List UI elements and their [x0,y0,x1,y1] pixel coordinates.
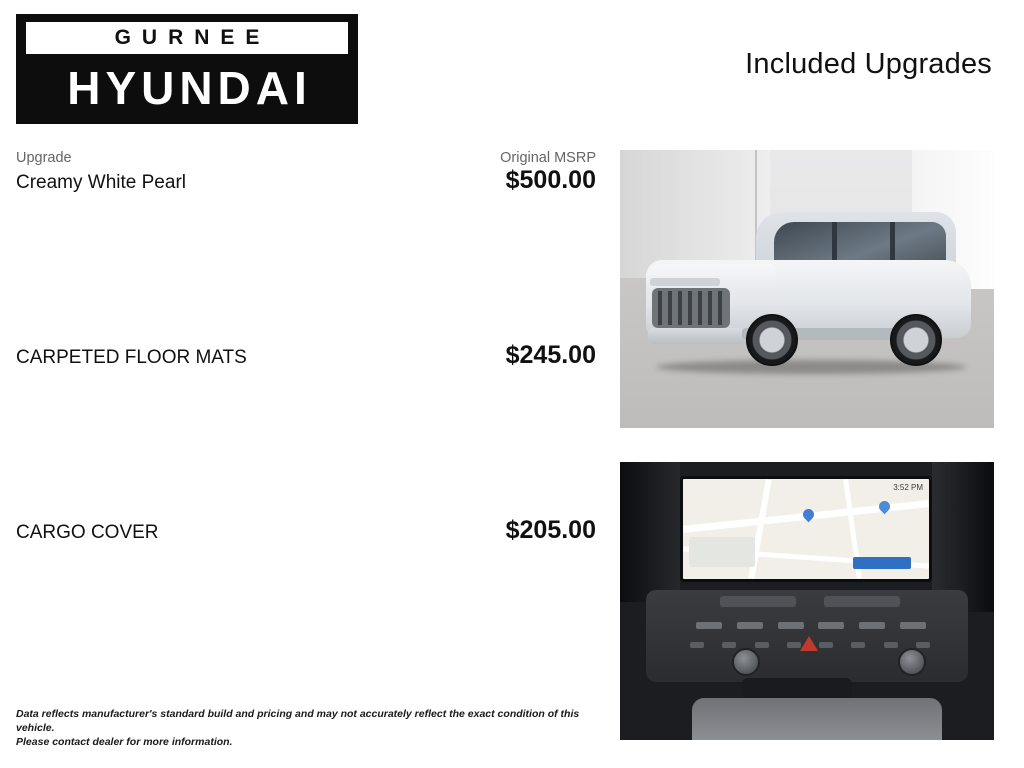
table-row [16,166,596,341]
navigation-display [680,476,932,582]
upgrade-price: $500.00 [505,166,596,194]
table-row [16,516,596,691]
suv-front-wheel [746,314,798,366]
upgrade-name: CARPETED FLOOR MATS [16,347,247,368]
dealer-logo [16,14,358,124]
suv-rear-wheel [890,314,942,366]
temperature-knob-left [732,648,760,676]
upgrade-name: CARGO COVER [16,522,159,543]
secondary-button-row [690,640,930,650]
table-row [16,341,596,516]
logo-bottom-bar [26,60,348,116]
climate-button-row [696,618,926,632]
disclaimer-line-2: Please contact dealer for more information. [16,736,233,749]
table-header-row [16,150,596,166]
vehicle-interior-photo [620,462,994,740]
shifter-panel [742,678,852,700]
logo-dealer-name: GURNEE [114,26,271,49]
seat-surface [692,698,942,740]
map-info-chip [853,557,911,569]
upgrade-name: Creamy White Pearl [16,172,186,193]
logo-brand-name: HYUNDAI [67,62,312,114]
dashboard-left-trim [620,462,680,602]
center-console [646,590,968,682]
temperature-knob-right [898,648,926,676]
upgrade-price: $245.00 [505,341,596,369]
clock-readout: 3:52 PM [893,483,923,492]
suv-front-bumper [648,328,744,344]
column-header-msrp: Original MSRP [500,150,596,166]
air-vent [824,596,900,607]
air-vent [720,596,796,607]
logo-top-bar [26,22,348,54]
suv-illustration [646,202,971,377]
upgrade-price: $205.00 [505,516,596,544]
disclaimer [16,707,596,750]
suv-headlight [650,278,720,286]
suv-grille [652,288,730,328]
upgrades-table [16,150,596,691]
disclaimer-line-1: Data reflects manufacturer's standard build and pricing and may not accurately reflect the exact condition of this vehicle. [16,708,580,735]
page-title: Included Upgrades [745,48,992,80]
vehicle-exterior-photo [620,150,994,428]
map-area-block [689,537,755,567]
column-header-upgrade: Upgrade [16,150,72,166]
suv-hood [646,264,776,290]
